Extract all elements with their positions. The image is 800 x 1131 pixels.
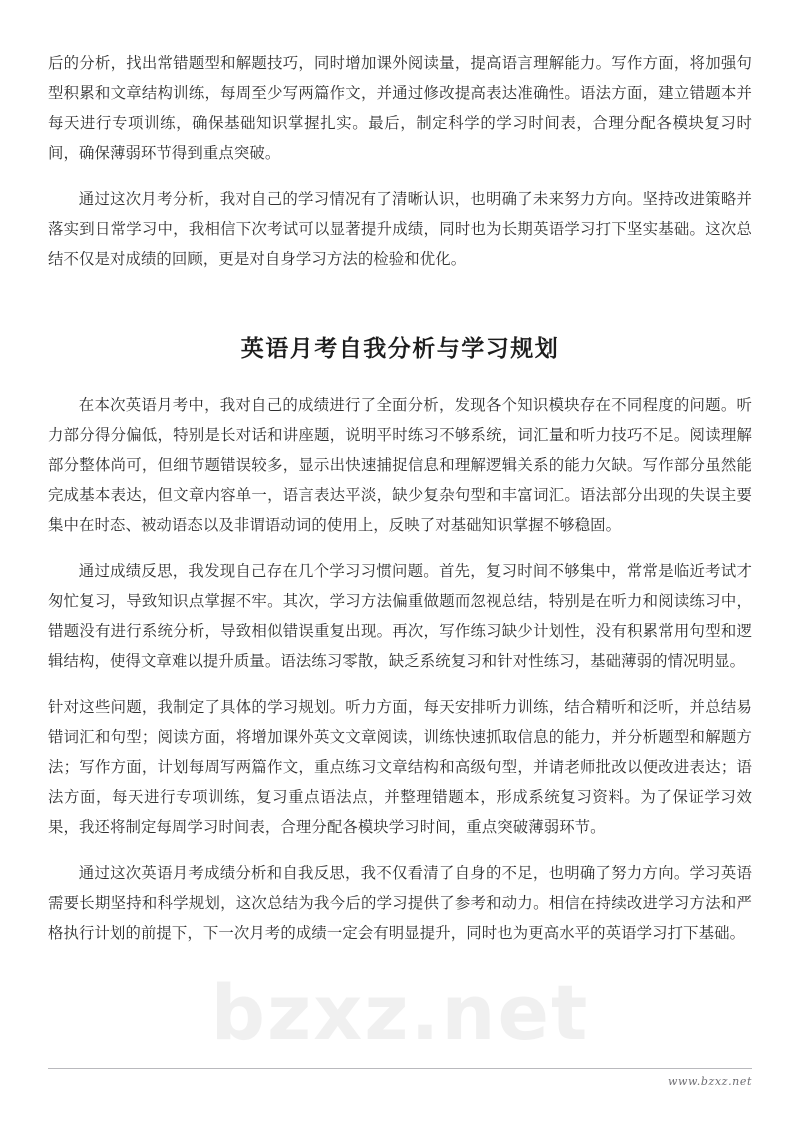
document-body [48, 48, 752, 948]
paragraph-carryover-conclusion: 通过这次月考分析，我对自己的学习情况有了清晰认识，也明确了未来努力方向。坚持改进策略并落实到日常学习中，我相信下次考试可以显著提升成绩，同时也为长期英语学习打下坚实基础。这次总结不仅是对成绩的回顾，更是对自身学习方法的检验和优化。 [48, 190, 752, 268]
paragraph-analysis: 在本次英语月考中，我对自己的成绩进行了全面分析，发现各个知识模块存在不同程度的问题。听力部分得分偏低，特别是长对话和讲座题，说明平时练习不够系统，词汇量和听力技巧不足。阅读理解部分整体尚可，但细节题错误较多，显示出快速捕捉信息和理解逻辑关系的能力欠缺。写作部分虽然能完成基本表达，但文章内容单一，语言表达平淡，缺少复杂句型和丰富词汇。语法部分出现的失误主要集中在时态、被动语态以及非谓语动词的使用上，反映了对基础知识掌握不够稳固。 [48, 396, 752, 534]
site-watermark: bzxz.net [210, 968, 590, 1057]
paragraph-spacer [48, 168, 752, 184]
footer-divider [48, 1068, 752, 1069]
page-footer [48, 1068, 752, 1088]
section-spacer-after-title [48, 366, 752, 390]
page-title: 英语月考自我分析与学习规划 [240, 336, 560, 362]
paragraph-reflection: 通过成绩反思，我发现自己存在几个学习习惯问题。首先，复习时间不够集中，常常是临近考试才匆忙复习，导致知识点掌握不牢。其次，学习方法偏重做题而忽视总结，特别是在听力和阅读练习中，错题没有进行系统分析，导致相似错误重复出现。再次，写作练习缺少计划性，没有积累常用句型和逻辑结构，使得文章难以提升质量。语法练习零散，缺乏系统复习和针对性练习，基础薄弱的情况明显。 [48, 562, 752, 670]
footer-url: www.bzxz.net [668, 1075, 752, 1088]
paragraph-spacer [48, 540, 752, 556]
paragraph-plan: 针对这些问题，我制定了具体的学习规划。听力方面，每天安排听力训练，结合精听和泛听，并总结易错词汇和句型；阅读方面，将增加课外英文文章阅读，训练快速抓取信息的能力，并分析题型和解题方法；写作方面，计划每周写两篇作文，重点练习文章结构和高级句型，并请老师批改以便改进表达；语法方面，每天进行专项训练，复习重点语法点，并整理错题本，形成系统复习资料。为了保证学习效果，我还将制定每周学习时间表，合理分配各模块学习时间，重点突破薄弱环节。 [48, 698, 752, 836]
paragraph-spacer [48, 676, 752, 692]
paragraph-spacer [48, 842, 752, 858]
section-spacer-before-title [48, 274, 752, 332]
paragraph-carryover-plan: 后的分析，找出常错题型和解题技巧，同时增加课外阅读量，提高语言理解能力。写作方面，将加强句型积累和文章结构训练，每周至少写两篇作文，并通过修改提高表达准确性。语法方面，建立错题本并每天进行专项训练，确保基础知识掌握扎实。最后，制定科学的学习时间表，合理分配各模块复习时间，确保薄弱环节得到重点突破。 [48, 54, 752, 162]
paragraph-conclusion: 通过这次英语月考成绩分析和自我反思，我不仅看清了自身的不足，也明确了努力方向。学习英语需要长期坚持和科学规划，这次总结为我今后的学习提供了参考和动力。相信在持续改进学习方法和严格执行计划的前提下，下一次月考的成绩一定会有明显提升，同时也为更高水平的英语学习打下基础。 [48, 864, 752, 942]
